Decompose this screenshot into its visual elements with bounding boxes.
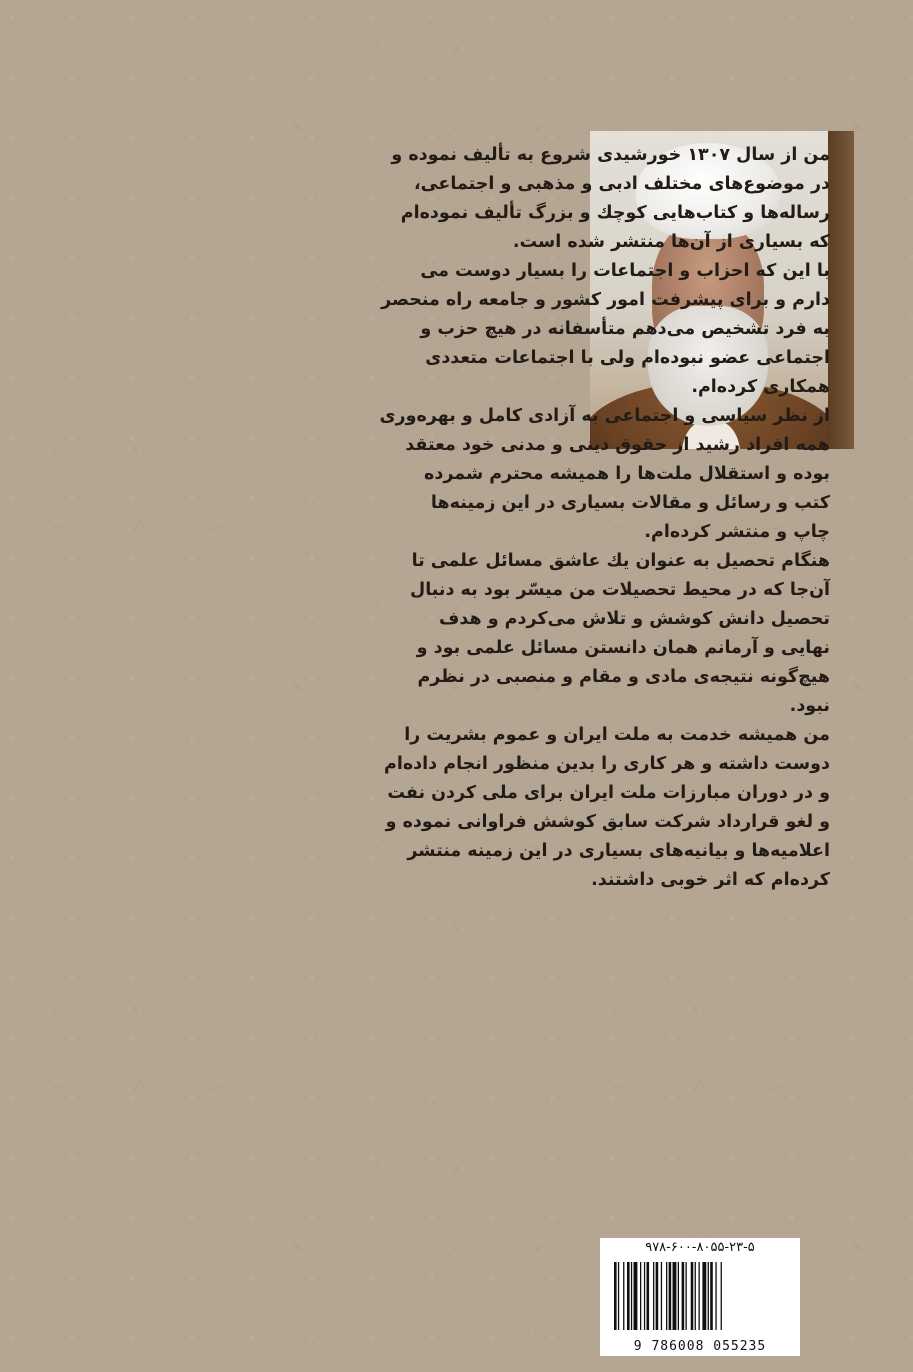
barcode-bar bbox=[678, 1262, 679, 1330]
text-line: نبود. bbox=[789, 696, 830, 716]
text-line: اجتماعی عضو نبوده‌ام ولی با اجتماعات متعددی bbox=[425, 348, 830, 368]
text-line: کرده‌ام که اثر خوبی داشتند. bbox=[591, 870, 830, 890]
text-line: دوست داشته و هر کاری را بدین منظور انجام داده‌ام bbox=[384, 754, 830, 774]
barcode-bar bbox=[644, 1262, 645, 1330]
barcode-bars bbox=[612, 1262, 788, 1330]
barcode-bar bbox=[699, 1262, 700, 1330]
barcode-bar bbox=[710, 1262, 713, 1330]
text-line: رساله‌ها و کتاب‌هایی کوچك و بزرگ تألیف نموده‌ام bbox=[400, 203, 830, 223]
barcode-bar bbox=[640, 1262, 641, 1330]
barcode-bar bbox=[614, 1262, 617, 1330]
text-line: که بسیاری از آن‌ها منتشر شده است. bbox=[512, 232, 830, 252]
barcode-bar bbox=[647, 1262, 650, 1330]
text-line: همکاری کرده‌ام. bbox=[691, 377, 830, 397]
barcode-bar bbox=[653, 1262, 654, 1330]
barcode-number: 9 786008 055235 bbox=[633, 1339, 767, 1354]
text-line: آن‌جا که در محیط تحصیلات من میسّر بود به دنبال bbox=[410, 580, 830, 600]
barcode-bar bbox=[715, 1262, 716, 1330]
isbn-label: ۹۷۸-۶۰۰-۸۰۵۵-۲۳-۵ bbox=[645, 1240, 755, 1255]
text-line: و در دوران مبارزات ملت ایران برای ملی کردن نفت bbox=[387, 783, 830, 803]
text-line: دارم و برای پیشرفت امور کشور و جامعه راه منحصر bbox=[381, 290, 830, 310]
barcode-bar bbox=[627, 1262, 630, 1330]
barcode-bar bbox=[691, 1262, 694, 1330]
barcode-bar bbox=[702, 1262, 706, 1330]
text-line: نهایی و آرمانم همان دانستن مسائل علمی بود و bbox=[416, 638, 830, 658]
text-line: هیچ‌گونه نتیجه‌ی مادی و مقام و منصبی در نظرم bbox=[417, 667, 830, 687]
barcode-bar bbox=[618, 1262, 619, 1330]
text-line: اعلامیه‌ها و بیانیه‌های بسیاری در این زمینه منتشر bbox=[407, 841, 830, 861]
barcode-bar bbox=[623, 1262, 624, 1330]
barcode-bar bbox=[708, 1262, 709, 1330]
text-line: همه افراد رشید از حقوق دینی و مدنی خود معتقد bbox=[405, 435, 830, 455]
barcode-bar bbox=[666, 1262, 667, 1330]
text-line: با این که احزاب و اجتماعات را بسیار دوست می bbox=[420, 261, 830, 281]
back-cover-text bbox=[118, 141, 830, 895]
barcode-bar bbox=[721, 1262, 722, 1330]
barcode-bar bbox=[634, 1262, 638, 1330]
text-line: تحصیل دانش کوشش و تلاش می‌کردم و هدف bbox=[439, 609, 830, 629]
text-line: به فرد تشخیص می‌دهم متأسفانه در هیچ حزب و bbox=[420, 319, 830, 339]
barcode-bar bbox=[656, 1262, 659, 1330]
text-line: و لغو قرارداد شرکت سابق کوشش فراوانی نموده و bbox=[385, 812, 830, 832]
text-line: از نظر سیاسی و اجتماعی به آزادی کامل و بهره‌وری bbox=[379, 406, 830, 426]
barcode-bar bbox=[631, 1262, 632, 1330]
barcode-bar bbox=[669, 1262, 672, 1330]
text-line: کتب و رسائل و مقالات بسیاری در این زمینه‌ها bbox=[430, 493, 830, 513]
barcode-bar bbox=[695, 1262, 696, 1330]
text-line: چاپ و منتشر کرده‌ام. bbox=[644, 522, 830, 542]
barcode-bar bbox=[686, 1262, 687, 1330]
barcode-bar bbox=[661, 1262, 662, 1330]
text-line: بوده و استقلال ملت‌ها را همیشه محترم شمرده bbox=[424, 464, 830, 484]
text-line: من از سال ۱۳۰۷ خورشیدی شروع به تألیف نموده و bbox=[391, 145, 830, 165]
text-line: هنگام تحصیل به عنوان یك عاشق مسائل علمی تا bbox=[411, 551, 830, 571]
text-line: من همیشه خدمت به ملت ایران و عموم بشریت را bbox=[404, 725, 830, 745]
text-line: در موضوع‌های مختلف ادبی و مذهبی و اجتماعی، bbox=[414, 174, 830, 194]
isbn-barcode bbox=[600, 1238, 800, 1356]
photo-frame-strip bbox=[828, 131, 854, 449]
barcode-bar bbox=[673, 1262, 677, 1330]
barcode-bar bbox=[682, 1262, 685, 1330]
